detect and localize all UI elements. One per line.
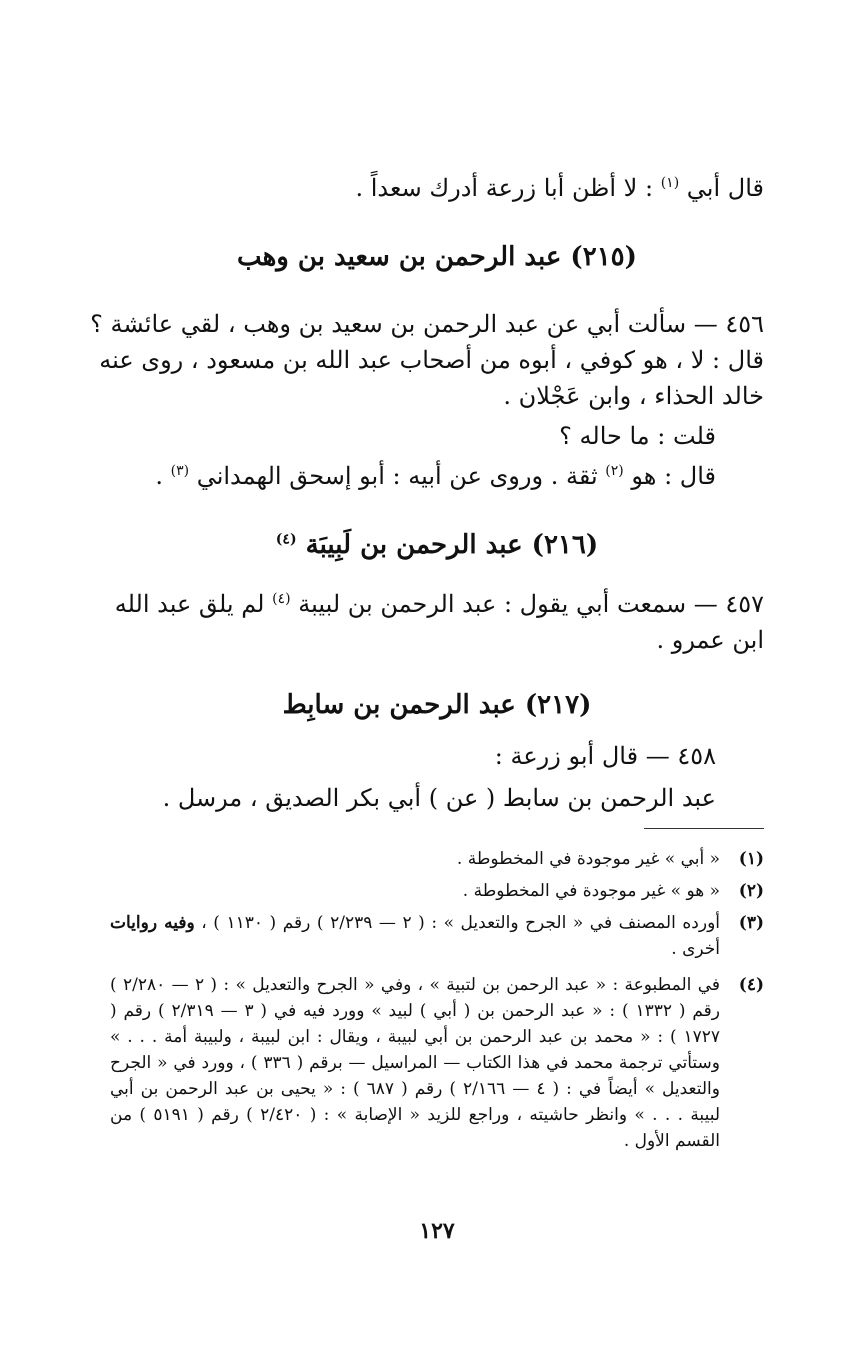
entry-457-line-1: [110, 588, 764, 620]
footnote-ref: (٣): [170, 463, 190, 479]
entry-456-line-1: ٤٥٦ — سألت أبي عن عبد الرحمن بن سعيد بن وهب ، لقي عائشة ؟: [90, 310, 764, 338]
heading-text: (٢١٦) عبد الرحمن بن لَبِيبَة: [296, 530, 599, 560]
footnote-number: (١): [738, 849, 764, 869]
entry-458-line-2: عبد الرحمن بن سابط ( عن ) أبي بكر الصديق ، مرسل .: [162, 784, 716, 812]
footnote-ref: (٢): [605, 463, 624, 479]
footnote-ref: (١): [660, 175, 680, 191]
entry-456-line-3: خالد الحذاء ، وابن عَجْلان .: [503, 382, 764, 410]
text-segment: : لا أظن أبا زرعة أدرك سعداً .: [355, 174, 661, 202]
entry-456-line-2: قال : لا ، هو كوفي ، أبوه من أصحاب عبد الله بن مسعود ، روى عنه: [99, 346, 764, 374]
footnote-number: (٤): [738, 975, 764, 995]
section-heading-216: [110, 528, 764, 562]
footnote-4: [110, 972, 764, 1154]
section-heading-217: (٢١٧) عبد الرحمن بن سابِط: [282, 690, 592, 720]
text-segment: قال أبي: [679, 174, 764, 202]
footnote-text: [110, 910, 720, 962]
text-segment: .: [155, 462, 171, 490]
footnote-3: [110, 910, 764, 962]
text-line: [110, 172, 764, 204]
text-segment: لم يلق عبد الله: [114, 590, 273, 618]
entry-456-line-5: [110, 460, 716, 492]
footnote-text-segment: أورده المصنف في « الجرح والتعديل » : ( ٢ — ٢/٢٣٩ ) رقم ( ١١٣٠ ) ،: [194, 913, 720, 933]
entry-456-line-4: قلت : ما حاله ؟: [559, 422, 716, 450]
page-number: ١٢٧: [419, 1218, 455, 1244]
footnote-text: « هو » غير موجودة في المخطوطة .: [462, 881, 720, 901]
footnote-2: [110, 878, 764, 904]
footnote-text-bold: وفيه روايات: [110, 913, 195, 933]
text-segment: ٤٥٧ — سمعت أبي يقول : عبد الرحمن بن لبيبة: [290, 590, 764, 618]
footnote-text-segment: أخرى .: [671, 939, 720, 959]
section-heading-215: (٢١٥) عبد الرحمن بن سعيد بن وهب: [237, 242, 637, 272]
footnote-separator: [644, 828, 764, 829]
entry-457-line-2: ابن عمرو .: [656, 626, 764, 654]
text-segment: ثقة . وروى عن أبيه : أبو إسحق الهمداني: [189, 462, 606, 490]
footnote-text: « أبي » غير موجودة في المخطوطة .: [456, 849, 720, 869]
footnote-number: (٢): [738, 881, 764, 901]
footnote-text: في المطبوعة : « عبد الرحمن بن لتبية » ، وفي « الجرح والتعديل » : ( ٢ — ٢/٢٨٠ ) رقم ( ١٣٣٢ ) : « عبد الرحمن بن ( أبي ) لبيد » وورد فيه في ( ٣ — ٢/٣١٩ ) رقم ( ١٧٢٧ ) : « محمد بن عبد الرحمن بن أبي لبيبة ، ويقال : ابن لبيبة ، ولبيبة أمة . . . » وستأتي ترجمة محمد في هذا الكتاب — المراسيل — برقم ( ٣٣٦ ) ، وورد في « الجرح والتعديل » أيضاً في : ( ٤ — ٢/١٦٦ ) رقم ( ٦٨٧ ) : « يحيى بن عبد الرحمن بن أبي لبيبة . . . » وانظر حاشيته ، وراجع للزيد « الإصابة » : ( ٢/٤٢٠ ) رقم ( ٥١٩١ ) من القسم الأول .: [110, 975, 721, 1151]
footnote-ref: (٤): [272, 591, 291, 607]
book-page: [90, 0, 764, 1356]
footnote-1: [110, 846, 764, 872]
footnote-ref: (٤): [275, 531, 297, 548]
footnote-number: (٣): [738, 913, 764, 933]
entry-458-line-1: ٤٥٨ — قال أبو زرعة :: [494, 742, 716, 770]
text-segment: قال : هو: [623, 462, 716, 490]
